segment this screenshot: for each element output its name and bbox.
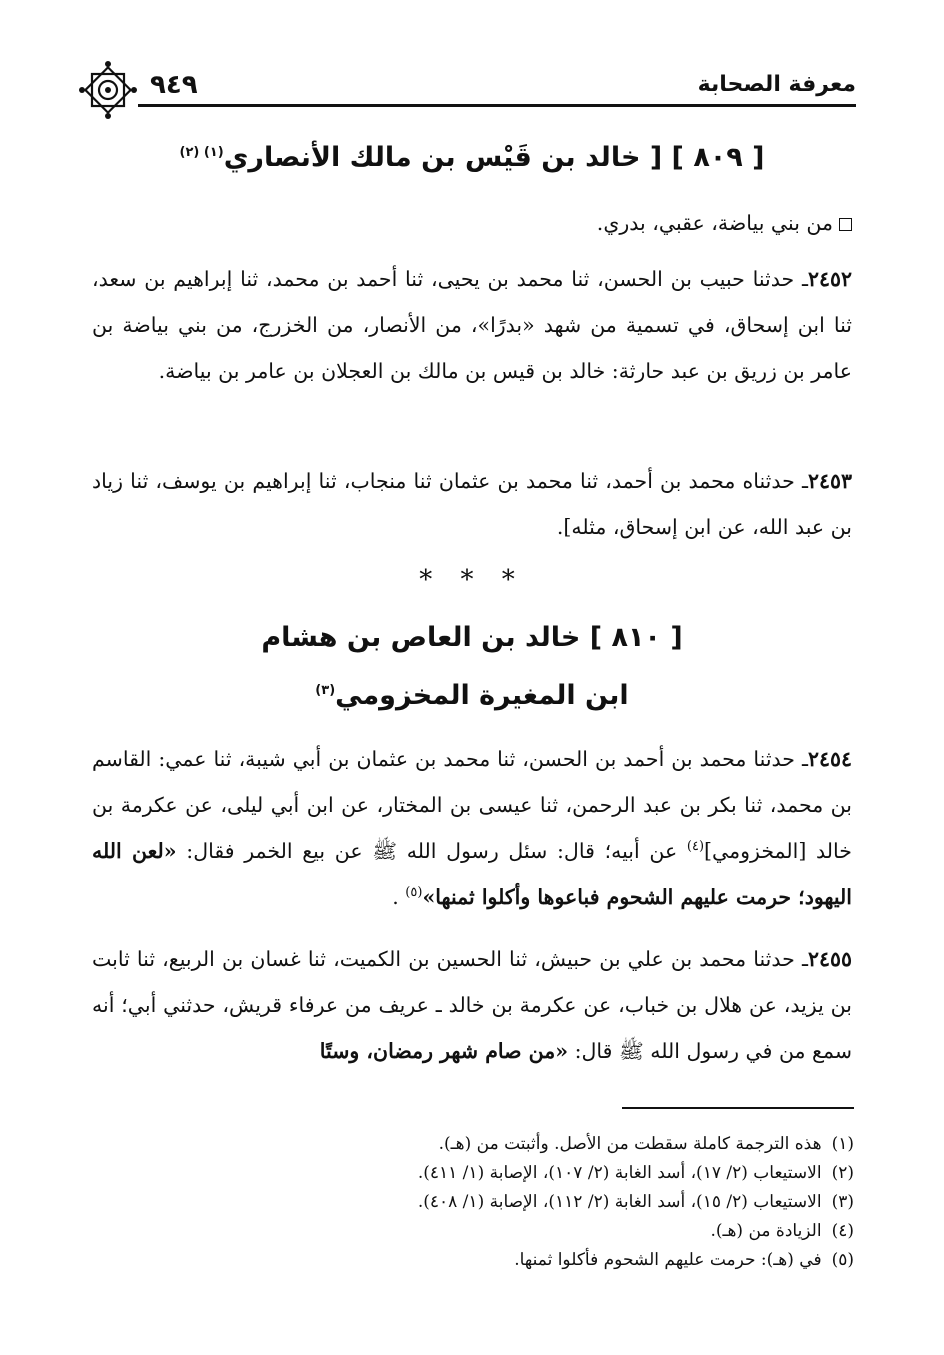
page-number: ٩٤٩ xyxy=(150,70,198,100)
footnote-ref: (٤) xyxy=(686,839,705,855)
hadith-number: ٢٤٥٤ xyxy=(807,747,852,771)
footnote-text: الاستيعاب (٢/ ١٥)، أسد الغابة (٢/ ١١٢)، الإصابة (١/ ٤٠٨). xyxy=(417,1192,822,1212)
footnote-number: (٣) xyxy=(831,1192,854,1212)
footnotes-list xyxy=(300,1130,854,1275)
footnote-item xyxy=(300,1246,854,1275)
entry-809-heading-text: [ ٨٠٩ ] [ خالد بن قَيْس بن مالك الأنصاري xyxy=(223,142,765,173)
footnote-item xyxy=(300,1217,854,1246)
entry-809-intro-text: من بني بياضة، عقبي، بدري. xyxy=(596,211,833,235)
hadith-text-continued: عن أبيه؛ قال: سئل رسول الله ﷺ عن بيع الخمر فقال: xyxy=(176,839,687,863)
running-head xyxy=(78,68,856,108)
hadith-2452 xyxy=(92,256,852,394)
hadith-2453 xyxy=(92,458,852,550)
header-rule xyxy=(138,104,856,107)
footnote-text: في (هـ): حرمت عليهم الشحوم فأكلوا ثمنها. xyxy=(514,1250,822,1270)
entry-809-intro xyxy=(92,200,852,246)
footnote-item xyxy=(300,1188,854,1217)
hadith-2455 xyxy=(92,936,852,1074)
running-title: معرفة الصحابة xyxy=(697,72,856,97)
square-bullet-icon xyxy=(839,218,852,231)
footnote-ref: (٣) xyxy=(315,683,336,698)
footnote-item xyxy=(300,1130,854,1159)
prophetic-quote: «لعن الله اليهود؛ حرمت عليهم الشحوم فباعوها وأكلوا ثمنها» xyxy=(92,839,852,909)
hadith-end: . xyxy=(392,885,406,909)
footnote-text: هذه الترجمة كاملة سقطت من الأصل. وأثبتت من (هـ). xyxy=(438,1134,822,1154)
entry-809-heading xyxy=(92,142,852,173)
hadith-text: ـ حدثنا حبيب بن الحسن، ثنا محمد بن يحيى، ثنا أحمد بن محمد، ثنا إبراهيم بن سعد، ثنا ابن إسحاق، في تسمية من شهد «بدرًا»، من الأنصار، من الخزرج، من بني بياضة بن عامر بن زريق بن عبد حارثة: خالد بن قيس بن مالك بن العجلان بن عامر بن بياضة. xyxy=(92,267,852,383)
entry-810-heading-line1: [ ٨١٠ ] خالد بن العاص بن هشام xyxy=(261,622,683,653)
prophetic-quote: «من صام شهر رمضان، وستًا xyxy=(319,1039,569,1063)
section-separator: * * * xyxy=(419,565,525,595)
octagram-ornament-icon xyxy=(78,60,138,120)
footnote-number: (٥) xyxy=(831,1250,854,1270)
entry-810-heading-line2 xyxy=(92,680,852,711)
hadith-number: ٢٤٥٢ xyxy=(807,267,852,291)
footnote-item xyxy=(300,1159,854,1188)
footnote-ref: (٥) xyxy=(405,885,423,901)
footnote-number: (١) xyxy=(831,1134,854,1154)
footnote-number: (٤) xyxy=(831,1221,854,1241)
hadith-number: ٢٤٥٥ xyxy=(807,947,852,971)
hadith-text: ـ حدثناه محمد بن أحمد، ثنا محمد بن عثمان ثنا منجاب، ثنا إبراهيم بن يوسف، ثنا زياد بن عبد الله، عن ابن إسحاق، مثله]. xyxy=(92,469,852,539)
hadith-text: ـ حدثنا محمد بن علي بن حبيش، ثنا الحسين بن الكميت، ثنا غسان بن الربيع، ثنا ثابت بن يزيد، عن هلال بن خباب، عن عكرمة بن خالد ـ عريف من عرفاء قريش، حدثني أبي؛ أنه سمع من في رسول الله ﷺ قال: xyxy=(92,947,852,1063)
footnote-rule xyxy=(622,1107,854,1109)
footnote-text: الاستيعاب (٢/ ١٧)، أسد الغابة (٢/ ١٠٧)، الإصابة (١/ ٤١١). xyxy=(417,1163,822,1183)
footnote-text: الزيادة من (هـ). xyxy=(710,1221,822,1241)
hadith-text: ـ حدثنا محمد بن أحمد بن الحسن، ثنا محمد بن عثمان بن أبي شيبة، ثنا عمي: القاسم بن محمد، ثنا بكر بن عبد الرحمن، ثنا عيسى بن المختار، عن ابن أبي ليلى، عن عكرمة بن خالد [المخزومي] xyxy=(92,747,852,863)
hadith-number: ٢٤٥٣ xyxy=(807,469,852,493)
hadith-2454 xyxy=(92,736,852,920)
footnote-ref: (١) (٢) xyxy=(179,145,224,160)
entry-810-heading-line2-text: ابن المغيرة المخزومي xyxy=(335,680,629,711)
footnote-number: (٢) xyxy=(831,1163,854,1183)
